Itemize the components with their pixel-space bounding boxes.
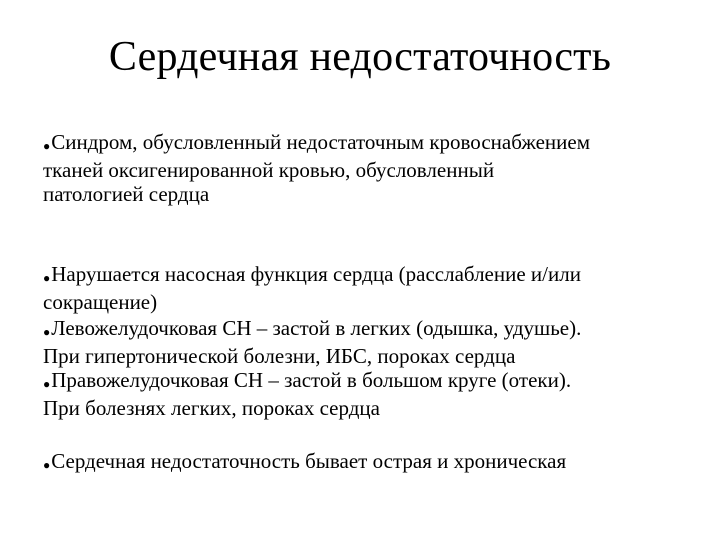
bullet-dot-icon: ●	[43, 377, 51, 391]
slide-title: Сердечная недостаточность	[108, 34, 612, 80]
bullet-line: тканей оксигенированной кровью, обусловленный	[43, 158, 495, 182]
bullet-dot-icon: ●	[43, 458, 51, 472]
bullet-line: При болезнях легких, пороках сердца	[43, 396, 380, 420]
bullet-item	[43, 368, 683, 420]
bullet-line	[43, 316, 683, 344]
bullet-line: При гипертонической болезни, ИБС, пороках сердца	[43, 344, 516, 368]
bullet-line: сокращение)	[43, 290, 158, 314]
bullet-dot-icon: ●	[43, 139, 51, 153]
bullet-item	[43, 130, 683, 206]
bullet-dot-icon: ●	[43, 271, 51, 285]
bullet-text: Синдром, обусловленный недостаточным кровоснабжением	[51, 130, 591, 154]
bullet-dot-icon: ●	[43, 325, 51, 339]
bullet-line	[43, 449, 683, 477]
bullet-item	[43, 262, 683, 314]
bullet-item	[43, 449, 683, 477]
bullet-text: Правожелудочковая СН – застой в большом круге (отеки).	[51, 368, 572, 392]
bullet-text: Сердечная недостаточность бывает острая и хроническая	[51, 449, 567, 473]
bullet-line	[43, 368, 683, 396]
bullet-line	[43, 262, 683, 290]
bullet-text: Нарушается насосная функция сердца (расслабление и/или	[51, 262, 581, 286]
bullet-item	[43, 316, 683, 368]
bullet-text: Левожелудочковая СН – застой в легких (одышка, удушье).	[51, 316, 582, 340]
bullet-line: патологией сердца	[43, 182, 210, 206]
bullet-line	[43, 130, 683, 158]
